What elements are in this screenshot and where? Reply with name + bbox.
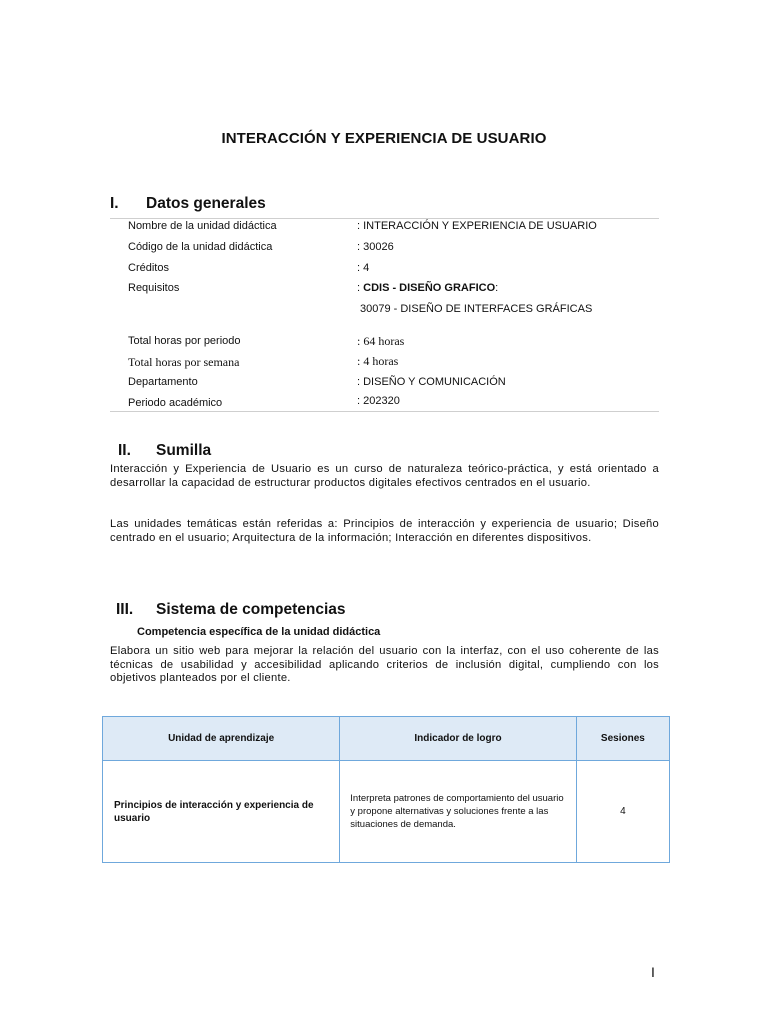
value-prefix: : — [357, 282, 364, 294]
field-label: Total horas por periodo — [128, 335, 241, 347]
cell-unidad: Principios de interacción y experiencia de usuario — [103, 761, 340, 863]
field-value: : 4 horas — [357, 354, 399, 368]
field-label: Código de la unidad didáctica — [128, 241, 273, 253]
table-row — [103, 761, 670, 863]
field-label: Total horas por semana — [128, 355, 240, 369]
section-number: II. — [118, 442, 131, 459]
sumilla-paragraph-1: Interacción y Experiencia de Usuario es un curso de naturaleza teórico-práctica, y está orientado a desarrollar la capacidad de estructurar productos digitales efectivos centrados en el usuario. — [110, 463, 659, 489]
section-number: I. — [110, 195, 119, 212]
section-heading-datos-generales — [110, 195, 410, 215]
value-bold: CDIS - DISEÑO GRAFICO — [363, 282, 496, 294]
competencia-subheading: Competencia específica de la unidad didáctica — [137, 626, 381, 638]
competencia-paragraph: Elabora un sitio web para mejorar la relación del usuario con la interfaz, con el uso coherente de las técnicas de usabilidad y accesibilidad aplicando criterios de inclusión digital, cumpliendo con los objetivos planteados por el cliente. — [110, 645, 659, 684]
column-header-sesiones: Sesiones — [576, 717, 669, 761]
cell-indicador: Interpreta patrones de comportamiento del usuario y propone alternativas y soluciones frente a las situaciones de demanda. — [340, 761, 576, 863]
section-heading-competencias — [116, 601, 436, 621]
column-header-indicador: Indicador de logro — [340, 717, 576, 761]
section-title: Datos generales — [146, 195, 266, 212]
section-title: Sistema de competencias — [156, 601, 346, 618]
section-number: III. — [116, 601, 134, 618]
field-label: Periodo académico — [128, 397, 223, 409]
section-heading-sumilla — [118, 442, 418, 462]
field-value: : 4 — [357, 262, 370, 274]
section-top-rule — [110, 218, 659, 219]
field-label: Departamento — [128, 376, 198, 388]
field-label: Créditos — [128, 262, 169, 274]
column-header-unidad: Unidad de aprendizaje — [103, 717, 340, 761]
field-value-requisitos-line2: 30079 - DISEÑO DE INTERFACES GRÁFICAS — [360, 303, 593, 315]
field-value: : INTERACCIÓN Y EXPERIENCIA DE USUARIO — [357, 220, 597, 232]
field-label: Nombre de la unidad didáctica — [128, 220, 277, 232]
value-suffix: : — [495, 282, 499, 294]
section-title: Sumilla — [156, 442, 212, 459]
field-value: : 64 horas — [357, 334, 405, 348]
section-bottom-rule — [110, 411, 659, 412]
field-value-requisitos — [357, 282, 498, 294]
cell-sesiones: 4 — [576, 761, 669, 863]
field-label: Requisitos — [128, 282, 180, 294]
page-marker: I — [651, 964, 655, 980]
table-header-row — [103, 717, 670, 761]
field-value: : DISEÑO Y COMUNICACIÓN — [357, 376, 506, 388]
competencias-table — [102, 716, 670, 863]
document-title: INTERACCIÓN Y EXPERIENCIA DE USUARIO — [221, 130, 547, 147]
sumilla-paragraph-2: Las unidades temáticas están referidas a: Principios de interacción y experiencia de usuario; Diseño centrado en el usuario; Arquitectura de la información; Interacción en diferentes dispositivos. — [110, 518, 659, 544]
field-value: : 202320 — [357, 395, 400, 407]
field-value: : 30026 — [357, 241, 394, 253]
